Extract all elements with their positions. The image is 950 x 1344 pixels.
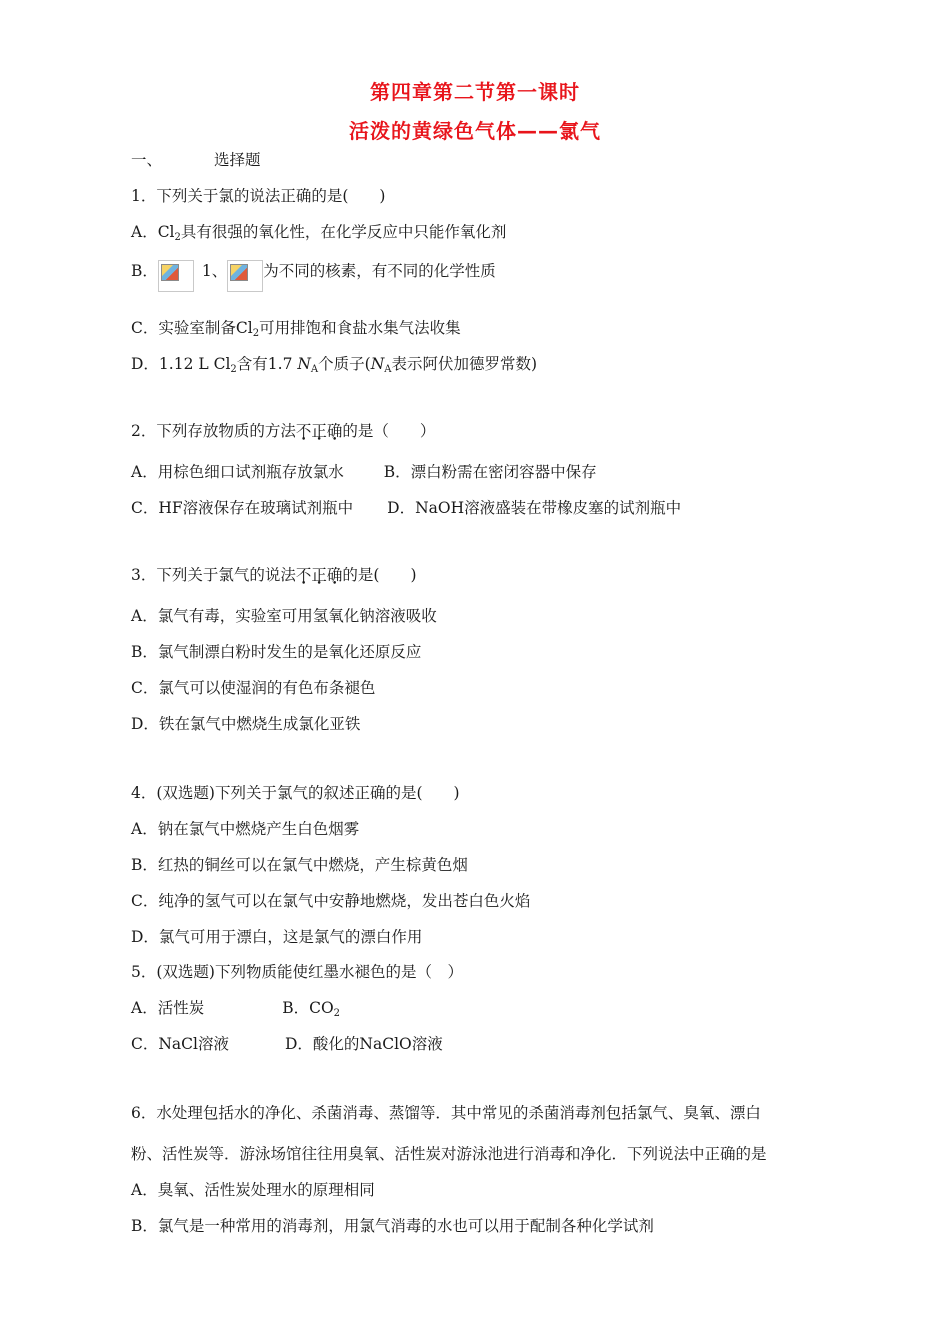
- q4-option-d: D．氯气可用于漂白，这是氯气的漂白作用: [131, 928, 423, 946]
- broken-image-icon: [227, 260, 263, 292]
- q1-option-a: A．$Cl_2$具有很强的氧化性，在化学反应中只能作氧化剂: [131, 223, 507, 243]
- section-number: 一、: [131, 151, 163, 169]
- section-name: 选择题: [214, 151, 261, 169]
- q2-option-d: D．NaOH溶液盛装在带橡皮塞的试剂瓶中: [387, 499, 682, 517]
- q1-stem: 1．下列关于氯的说法正确的是( ): [131, 187, 386, 205]
- q4-option-b: B．红热的铜丝可以在氯气中燃烧，产生棕黄色烟: [131, 856, 468, 874]
- q5-option-a: A．活性炭: [131, 999, 205, 1017]
- title-line-2: 活泼的黄绿色气体——氯气: [349, 119, 601, 143]
- q5-option-d: D．酸化的NaClO溶液: [284, 1035, 443, 1053]
- q3-option-c: C．氯气可以使湿润的有色布条褪色: [131, 679, 376, 697]
- q1-option-d: D．1.12 L $Cl_2$含有1.7 $N_A$个质子($N_A$表示阿伏加德罗常数): [131, 355, 538, 375]
- q2-options-row-2: [131, 498, 681, 518]
- q6-option-b: B．氯气是一种常用的消毒剂，用氯气消毒的水也可以用于配制各种化学试剂: [131, 1217, 654, 1235]
- q6-stem-line-2: 粉、活性炭等．游泳场馆往往用臭氧、活性炭对游泳池进行消毒和净化．下列说法中正确的是: [131, 1145, 767, 1163]
- q4-stem: 4．(双选题)下列关于氯气的叙述正确的是( ): [131, 784, 460, 802]
- q1-option-b: B． 1、 为不同的核素，有不同的化学性质: [131, 260, 496, 292]
- q6-option-a: A．臭氧、活性炭处理水的原理相同: [131, 1181, 375, 1199]
- title-line-1: 第四章第二节第一课时: [370, 80, 580, 104]
- q5-stem: 5．(双选题)下列物质能使红墨水褪色的是（ ）: [131, 963, 463, 981]
- broken-image-icon: [158, 260, 194, 292]
- q4-option-a: A．钠在氯气中燃烧产生白色烟雾: [131, 820, 360, 838]
- section-heading: [131, 150, 261, 170]
- q4-option-c: C．纯净的氢气可以在氯气中安静地燃烧，发出苍白色火焰: [131, 892, 531, 910]
- q6-stem-line-1: 6．水处理包括水的净化、杀菌消毒、蒸馏等．其中常见的杀菌消毒剂包括氯气、臭氧、漂白: [131, 1104, 761, 1122]
- q5-options-row-2: [131, 1034, 443, 1054]
- q2-option-c: C．HF溶液保存在玻璃试剂瓶中: [131, 499, 354, 517]
- q1-option-c: C．实验室制备$Cl_2$可用排饱和食盐水集气法收集: [131, 319, 461, 339]
- q2-options-row-1: [131, 462, 597, 482]
- q2-option-b: B．漂白粉需在密闭容器中保存: [383, 463, 597, 481]
- q5-option-c: C．NaCl溶液: [131, 1035, 229, 1053]
- q5-options-row-1: [131, 998, 340, 1024]
- q2-stem: 2．下列存放物质的方法不正确的是（ ）: [131, 422, 436, 440]
- q5-option-b: B．$CO_2$: [282, 999, 341, 1019]
- q3-option-b: B．氯气制漂白粉时发生的是氧化还原反应: [131, 643, 422, 661]
- q2-option-a: A．用棕色细口试剂瓶存放氯水: [131, 463, 344, 481]
- q3-option-d: D．铁在氯气中燃烧生成氯化亚铁: [131, 715, 361, 733]
- q3-option-a: A．氯气有毒，实验室可用氢氧化钠溶液吸收: [131, 607, 437, 625]
- q3-stem: 3．下列关于氯气的说法不正确的是( ): [131, 566, 417, 584]
